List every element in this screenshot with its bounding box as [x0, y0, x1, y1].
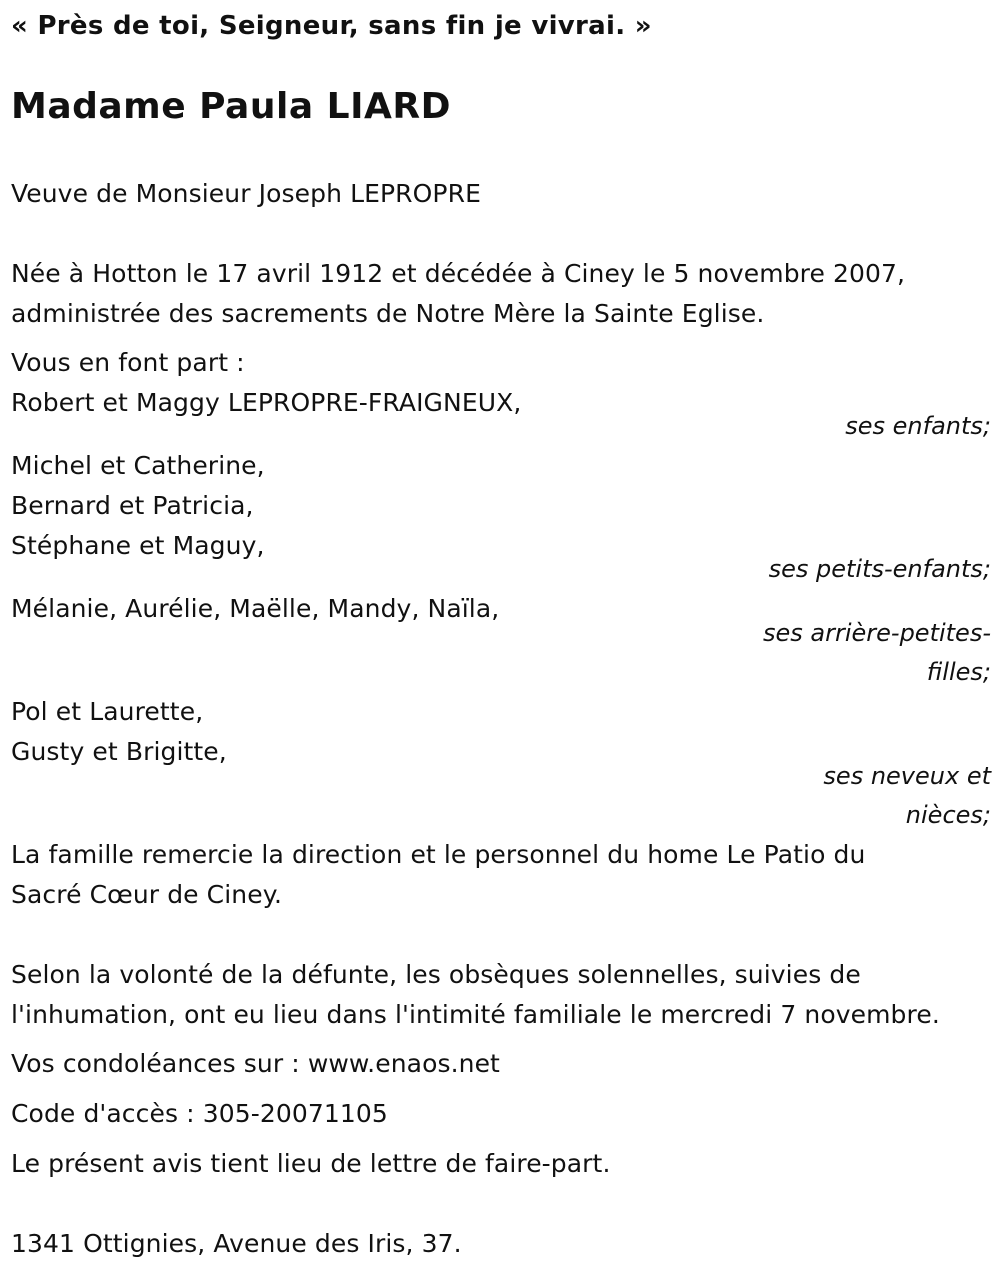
thanks-line-2: Sacré Cœur de Ciney.	[11, 880, 283, 909]
birth-death-line-1: Née à Hotton le 17 avril 1912 et décédée à Ciney le 5 novembre 2007,	[11, 259, 906, 288]
announce-line: Vous en font part :	[11, 348, 245, 377]
nephews-relation-2: nièces;	[905, 801, 991, 829]
thanks-line-1: La famille remercie la direction et le personnel du home Le Patio du	[11, 840, 866, 869]
address-line: 1341 Ottignies, Avenue des Iris, 37.	[11, 1229, 462, 1258]
grandchild-name-1: Michel et Catherine,	[11, 451, 265, 480]
notice-line: Le présent avis tient lieu de lettre de faire-part.	[11, 1149, 611, 1178]
nephew-name-1: Pol et Laurette,	[11, 697, 204, 726]
great-grandchildren-names: Mélanie, Aurélie, Maëlle, Mandy, Naïla,	[11, 594, 500, 623]
children-name-1: Robert et Maggy LEPROPRE-FRAIGNEUX,	[11, 388, 522, 417]
nephews-relation-1: ses neveux et	[823, 762, 991, 790]
deceased-name: Madame Paula LIARD	[11, 86, 451, 127]
birth-death-line-2: administrée des sacrements de Notre Mère la Sainte Eglise.	[11, 299, 765, 328]
grandchildren-relation: ses petits-enfants;	[768, 555, 991, 583]
grandchild-name-3: Stéphane et Maguy,	[11, 531, 265, 560]
access-code-line: Code d'accès : 305-20071105	[11, 1099, 388, 1128]
nephew-name-2: Gusty et Brigitte,	[11, 737, 227, 766]
great-grandchildren-relation-2: filles;	[926, 658, 991, 686]
great-grandchildren-relation-1: ses arrière-petites-	[763, 619, 991, 647]
widow-line: Veuve de Monsieur Joseph LEPROPRE	[11, 179, 481, 208]
condolences-line: Vos condoléances sur : www.enaos.net	[11, 1049, 500, 1078]
opening-quote: « Près de toi, Seigneur, sans fin je vivrai. »	[11, 11, 652, 41]
funeral-line-2: l'inhumation, ont eu lieu dans l'intimité familiale le mercredi 7 novembre.	[11, 1000, 940, 1029]
grandchild-name-2: Bernard et Patricia,	[11, 491, 254, 520]
funeral-line-1: Selon la volonté de la défunte, les obsèques solennelles, suivies de	[11, 960, 861, 989]
children-relation: ses enfants;	[845, 412, 991, 440]
